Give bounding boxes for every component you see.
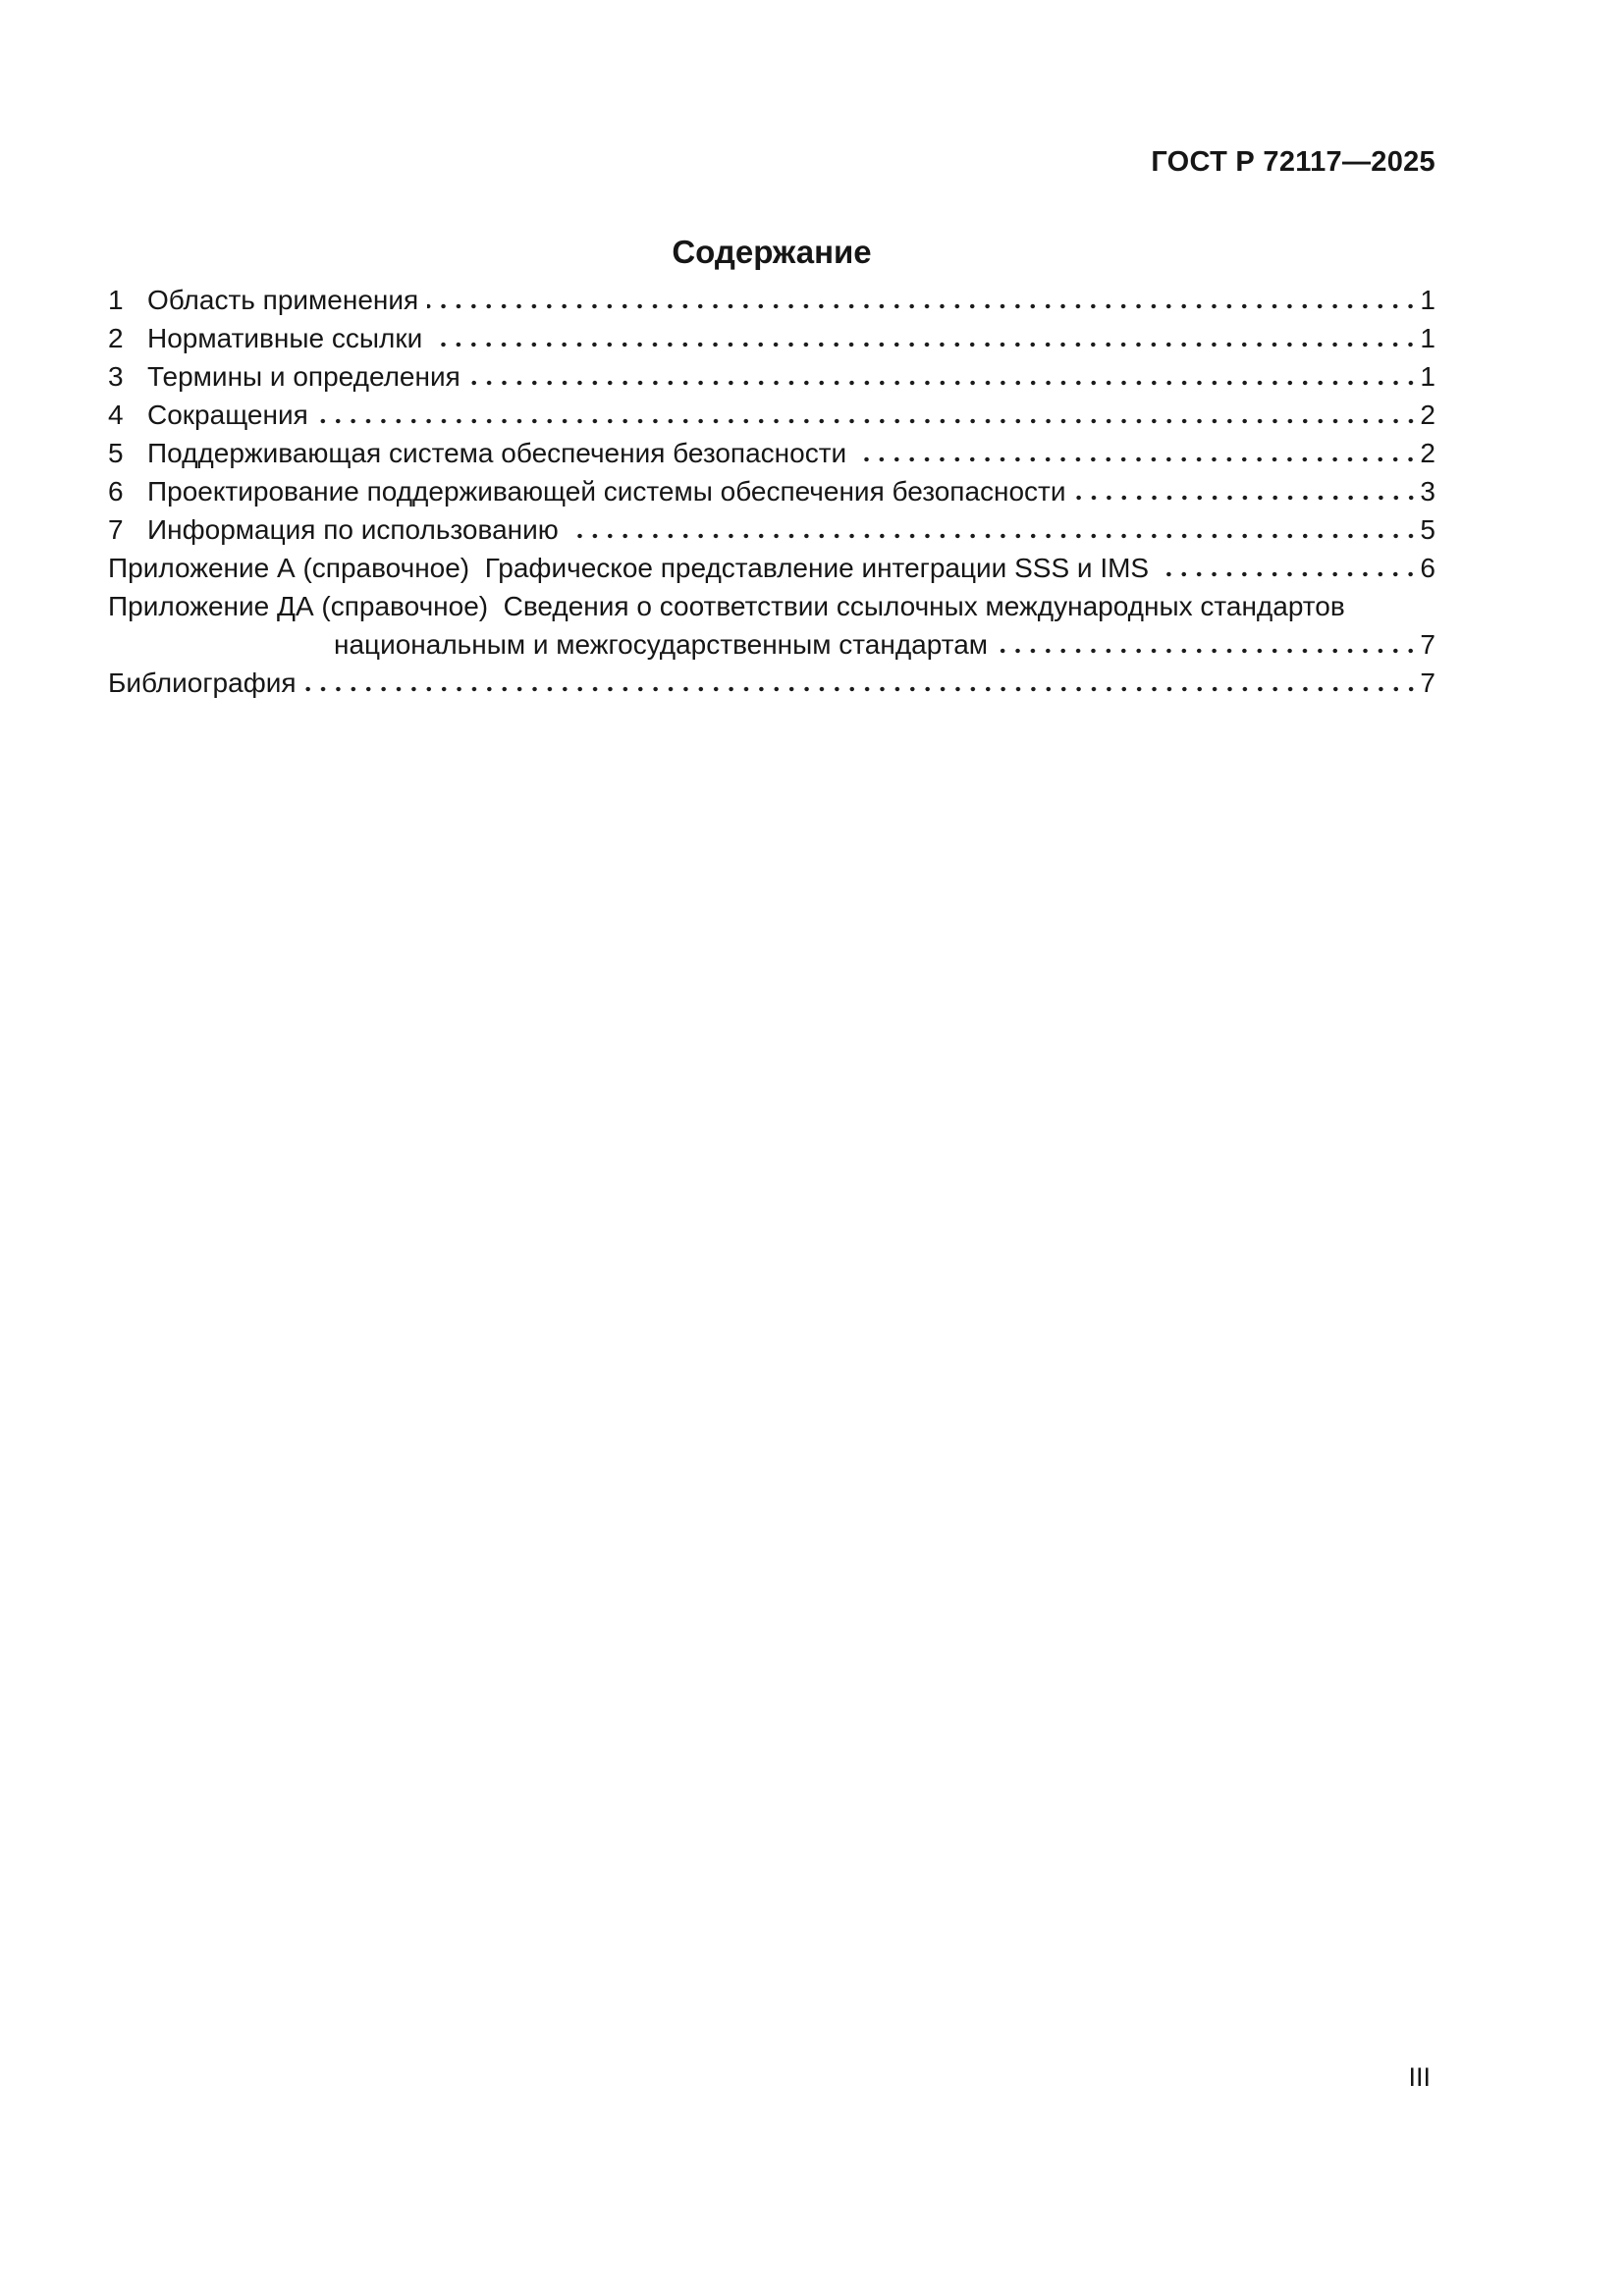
toc-entry xyxy=(108,549,1435,587)
toc-entry-label: Нормативные ссылки xyxy=(147,323,423,353)
dot-leader xyxy=(997,648,1418,654)
toc-entry-label-continuation: национальным и межгосударственным стандартам xyxy=(334,629,989,660)
page-title: Содержание xyxy=(672,234,872,270)
toc-entry-page: 7 xyxy=(1420,629,1435,660)
toc-entry-page: 3 xyxy=(1420,476,1435,507)
toc-entry-number: 6 xyxy=(108,476,124,507)
toc-entry-page: 7 xyxy=(1420,667,1435,698)
dot-leader xyxy=(855,456,1418,462)
toc-entry-label: Термины и определения xyxy=(147,361,460,392)
toc-entry-label: Поддерживающая система обеспечения безопасности xyxy=(147,438,847,468)
toc-entry-label: Проектирование поддерживающей системы обеспечения безопасности xyxy=(147,476,1066,507)
dot-leader xyxy=(1158,571,1418,577)
toc-entry xyxy=(108,396,1435,434)
toc-entry-label: Информация по использованию xyxy=(147,514,559,545)
toc-entry-page: 2 xyxy=(1420,438,1435,468)
toc-entry-page: 6 xyxy=(1420,553,1435,583)
toc-entry xyxy=(108,319,1435,357)
dot-leader xyxy=(431,342,1418,347)
toc-entry xyxy=(108,587,1435,625)
toc-entry-label: Библиография xyxy=(108,667,297,698)
toc-entry xyxy=(108,434,1435,472)
toc-entry-continuation xyxy=(108,625,1435,664)
dot-leader xyxy=(568,533,1419,539)
toc-entry-number: 2 xyxy=(108,323,124,353)
toc-entry xyxy=(108,664,1435,702)
toc-entry-label: Область применения xyxy=(147,285,419,315)
toc-entry-label: Приложение А (справочное) Графическое представление интеграции SSS и IMS xyxy=(108,553,1150,583)
dot-leader xyxy=(469,380,1419,386)
toc-entry-label: Сокращения xyxy=(147,400,308,430)
toc-entry xyxy=(108,472,1435,510)
toc-entry xyxy=(108,281,1435,319)
dot-leader xyxy=(317,418,1419,424)
page-number: III xyxy=(1408,2062,1431,2092)
toc-entry-page: 2 xyxy=(1420,400,1435,430)
toc-entry-number: 7 xyxy=(108,514,124,545)
toc-entry-number: 5 xyxy=(108,438,124,468)
toc-entry-number: 3 xyxy=(108,361,124,392)
dot-leader xyxy=(427,303,1418,309)
dot-leader xyxy=(1075,495,1419,501)
toc-entry-page: 1 xyxy=(1420,361,1435,392)
toc-entry-number: 4 xyxy=(108,400,124,430)
toc-entry-label: Приложение ДА (справочное) Сведения о соответствии ссылочных международных стандартов xyxy=(108,591,1345,621)
toc-entry-page: 1 xyxy=(1420,285,1435,315)
toc-entry-page: 5 xyxy=(1420,514,1435,545)
toc-entry-page: 1 xyxy=(1420,323,1435,353)
table-of-contents xyxy=(108,281,1435,702)
toc-entry xyxy=(108,510,1435,549)
toc-entry-number: 1 xyxy=(108,285,124,315)
dot-leader xyxy=(305,686,1419,692)
toc-entry xyxy=(108,357,1435,396)
doc-code: ГОСТ Р 72117—2025 xyxy=(1151,146,1435,178)
